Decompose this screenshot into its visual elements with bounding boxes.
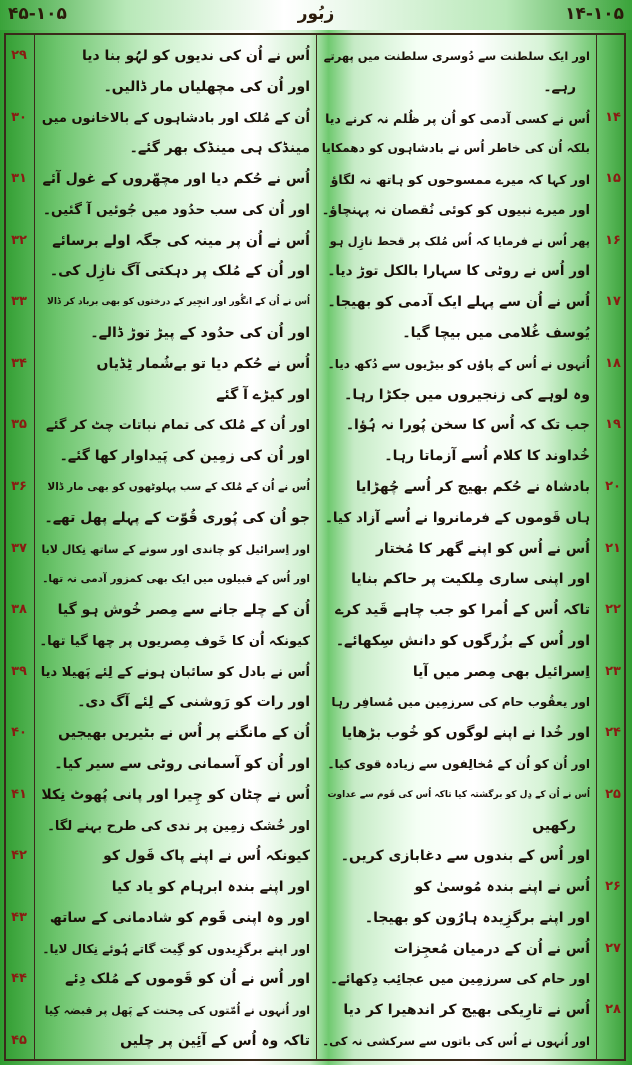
verse-line: اور اُن کو اُن کے مُخالِفوں سے زیادہ قوی کیا۔ [327, 756, 590, 771]
verse-line: اُس نے اپنے بندہ مُوسیٰ کو [414, 879, 590, 896]
verse-number: ۲۸ [605, 1002, 621, 1018]
verse-line: اور اپنے برگزِیدوں کو گِیت گاتے ہُوئے نِکال لایا۔ [42, 941, 310, 956]
verse-line: اور اپنے بندہ ابرہام کو یاد کیا [111, 879, 310, 896]
verse-line: اُس نے چٹان کو چِیرا اور پانی پُھوٹ نِکلا [41, 786, 310, 803]
right-number-divider [596, 35, 597, 1061]
verse-line: اُس نے کسی آدمی کو اُن پر ظُلم نہ کرنے دیا [325, 110, 590, 126]
verse-number: ۴۱ [11, 786, 27, 802]
header-verse-range-right: ۱۴-۱۰۵ [565, 4, 624, 24]
verse-number: ۳۹ [11, 663, 27, 679]
verse-line: اُن کے مانگنے پر اُس نے بٹیریں بھیجیں [58, 725, 310, 742]
center-column-divider [316, 35, 317, 1061]
verse-number: ۳۰ [11, 109, 27, 125]
verse-number: ۴۰ [11, 725, 27, 741]
verse-number: ۲۷ [605, 940, 621, 956]
verse-line: تاکہ اُس کے اُمرا کو جب چاہے قَید کرے [335, 602, 590, 619]
verse-number: ۲۴ [605, 725, 621, 741]
verse-line: ہاں قَوموں کے فرمانروا نے اُسے آزاد کیا۔ [324, 509, 590, 526]
verse-line: اور اُن کی مچھلیاں مار ڈالیں۔ [103, 78, 310, 95]
verse-line: وہ لوہے کی زنجیروں میں جکڑا رہا۔ [344, 386, 590, 403]
verse-number: ۳۸ [11, 602, 27, 618]
verse-line: اور ایک سلطنت سے دُوسری سلطنت میں پھرتے [323, 49, 590, 63]
verse-number: ۳۵ [11, 417, 27, 433]
verse-line: اور اِسرائیل کو چاندی اور سونے کے ساتھ نِکال لایا [41, 542, 310, 556]
verse-number: ۲۵ [605, 786, 621, 802]
verse-line: اُس نے اُن سے پہلے ایک آدمی کو بھیجا۔ [327, 294, 590, 311]
verse-line: اور اُس کے قبیلوں میں ایک بھی کمزور آدمی نہ تھا۔ [42, 573, 310, 586]
verse-line: اور اُنہوں نے اُس کی باتوں سے سرکشی نہ کی۔ [322, 1034, 590, 1048]
verse-number: ۲۶ [605, 879, 621, 895]
verse-line: اور حام کی سرزمِین میں عجائِب دِکھائے۔ [330, 972, 590, 988]
verse-line: اور اپنی ساری مِلکیت پر حاکم بنایا [351, 571, 590, 588]
page-header [0, 0, 632, 30]
verse-number: ۲۱ [605, 540, 621, 556]
header-verse-range-left: ۴۵-۱۰۵ [8, 4, 67, 24]
verse-line: اور اُس کے بزُرگوں کو دانش سِکھائے۔ [335, 632, 590, 649]
verse-line: اُن کے مُلک اور بادشاہوں کے بالاخانوں میں [41, 110, 310, 126]
verse-line: اور اپنے برگزِیدہ ہارُون کو بھیجا۔ [364, 909, 590, 926]
verse-line: اُس نے اُن پر مینہ کی جگہ اولے برسائے [52, 232, 310, 249]
right-text-column [322, 44, 590, 1054]
left-number-divider [34, 35, 35, 1061]
verse-line: اور اُن کے مُلک کی تمام نباتات چٹ کر گئے [45, 418, 310, 434]
verse-line: اُن کے چلے جانے سے مِصر خُوش ہو گیا [57, 602, 310, 619]
verse-number: ۱۸ [605, 355, 621, 371]
verse-line: اور اُس نے روٹی کا سہارا بالکل توڑ دیا۔ [327, 263, 590, 280]
verse-line: پھر اُس نے فرمایا کہ اُس مُلک پر قحط نازِل ہو [329, 233, 590, 248]
verse-line: اور کیڑے آ گئے [216, 386, 310, 403]
verse-line: جو اُن کی پُوری قُوّت کے پہلے پھل تھے۔ [44, 509, 310, 526]
verse-number: ۲۳ [605, 663, 621, 679]
verse-line: اُس نے اُن کے مُلک کے سب پہلوٹھوں کو بھی مار ڈالا [47, 480, 310, 493]
verse-line: اور یعقُوب حام کی سرزمِین میں مُسافِر رہا [331, 695, 590, 710]
verse-number: ۴۳ [11, 909, 27, 925]
verse-number: ۱۴ [605, 109, 621, 125]
verse-line: اُس نے اُس کو اپنے گھر کا مُختار [376, 540, 590, 557]
verse-line: یُوسف غُلامی میں بیچا گیا۔ [402, 325, 590, 342]
verse-number: ۳۲ [11, 232, 27, 248]
verse-number: ۲۹ [11, 48, 27, 63]
verse-line: اُس نے حُکم دیا تو بےشُمار ٹِڈیاں [96, 355, 310, 372]
verse-line: اُس نے اُن کے درمیان مُعجِزات [393, 940, 590, 957]
header-book-title: زبُور [297, 4, 335, 24]
verse-line: اور وہ اپنی قَوم کو شادمانی کے ساتھ [49, 909, 310, 926]
verse-line: خُداوند کا کلام اُسے آزماتا رہا۔ [384, 448, 590, 465]
verse-line: اُنہوں نے اُس کے پاؤں کو بیڑیوں سے دُکھ دیا۔ [327, 356, 590, 371]
verse-line: بادشاہ نے حُکم بھیج کر اُسے چُھڑایا [355, 478, 590, 495]
verse-line: اور اُنہوں نے اُمّتوں کی مِحنت کے پَھل پر قبضہ کِیا [44, 1004, 310, 1018]
verse-line: اُس نے اُن کے دِل کو برگشتہ کیا تاکہ اُس کی قَوم سے عداوت [327, 789, 590, 800]
verse-line: اور اُن کی حدُود کے پیڑ توڑ ڈالے۔ [90, 325, 310, 342]
verse-line: اُس نے حُکم دیا اور مچھّروں کے غول آئے [42, 171, 310, 188]
verse-line: اور اُن کی زمِین کی پَیداوار کھا گئے۔ [59, 448, 310, 465]
verse-line: کیونکہ اُن کا خَوف مِصریوں پر چھا گیا تھا۔ [40, 633, 310, 649]
verse-number: ۲۰ [605, 478, 621, 494]
verse-line: کیونکہ اُس نے اپنے پاک قَول کو [103, 848, 310, 865]
verse-number: ۱۷ [605, 294, 621, 310]
verse-number: ۳۱ [11, 171, 27, 187]
verse-number: ۱۵ [605, 171, 621, 187]
verse-line: اور رات کو رَوشنی کے لِئے آگ دی۔ [77, 694, 310, 711]
verse-line: جب تک کہ اُس کا سخن پُورا نہ ہُؤا۔ [345, 417, 590, 434]
verse-number: ۴۵ [11, 1033, 27, 1048]
verse-number: ۳۳ [11, 294, 27, 310]
verse-line: اور اُن کے مُلک پر دہکتی آگ نازِل کی۔ [49, 263, 310, 280]
verse-number: ۱۶ [605, 232, 621, 248]
verse-line: اور خُشک زمِین پر ندی کی طرح بہنے لگا۔ [47, 818, 310, 834]
verse-line: بلکہ اُن کی خاطر اُس نے بادشاہوں کو دھمکایا [322, 141, 590, 156]
verse-line: رکھیں [532, 817, 576, 834]
verse-line: تاکہ وہ اُس کے آئِین پر چلیں [120, 1033, 310, 1049]
verse-line: اور اُس کے بندوں سے دغابازی کریں۔ [340, 848, 590, 865]
verse-number: ۲۲ [605, 602, 621, 618]
verse-line: اِسرائیل بھی مِصر میں آیا [412, 663, 590, 680]
verse-line: اور کہا کہ میرے ممسوحوں کو ہاتھ نہ لگاؤ [330, 172, 590, 188]
verse-line: اُس نے بادل کو سائبان ہونے کے لِئے پَھیلا دیا [40, 664, 310, 680]
verse-line: اور اُن کو آسمانی روٹی سے سیر کیا۔ [54, 755, 310, 772]
verse-line: اُس نے اُن کے انگُور اور انجِیر کے درختوں کو بھی برباد کر ڈالا [47, 297, 310, 308]
verse-line: اور میرے نبیوں کو کوئی نُقصان نہ پہنچاؤ۔ [322, 202, 590, 218]
verse-line: اور خُدا نے اپنے لوگوں کو خُوب بڑھایا [341, 725, 590, 742]
verse-line: اُس نے تارِیکی بھیج کر اندھیرا کر دیا [343, 1002, 590, 1019]
verse-line: اُس نے اُن کی ندیوں کو لہُو بنا دیا [81, 48, 310, 64]
verse-number: ۴۲ [11, 848, 27, 864]
left-text-column [40, 44, 310, 1054]
verse-line: اور اُس نے اُن کو قَوموں کے مُلک دِئے [65, 971, 310, 988]
verse-line: اور اُن کی سب حدُود میں جُوئیں آ گئیں۔ [43, 201, 310, 218]
verse-number: ۳۷ [11, 540, 27, 556]
verse-line: رہے۔ [543, 78, 576, 95]
verse-line: مینڈک ہی مینڈک بھر گئے۔ [129, 140, 310, 157]
verse-number: ۴۴ [11, 971, 27, 987]
verse-number: ۳۶ [11, 478, 27, 494]
verse-number: ۳۴ [11, 355, 27, 371]
verse-number: ۱۹ [605, 417, 621, 433]
